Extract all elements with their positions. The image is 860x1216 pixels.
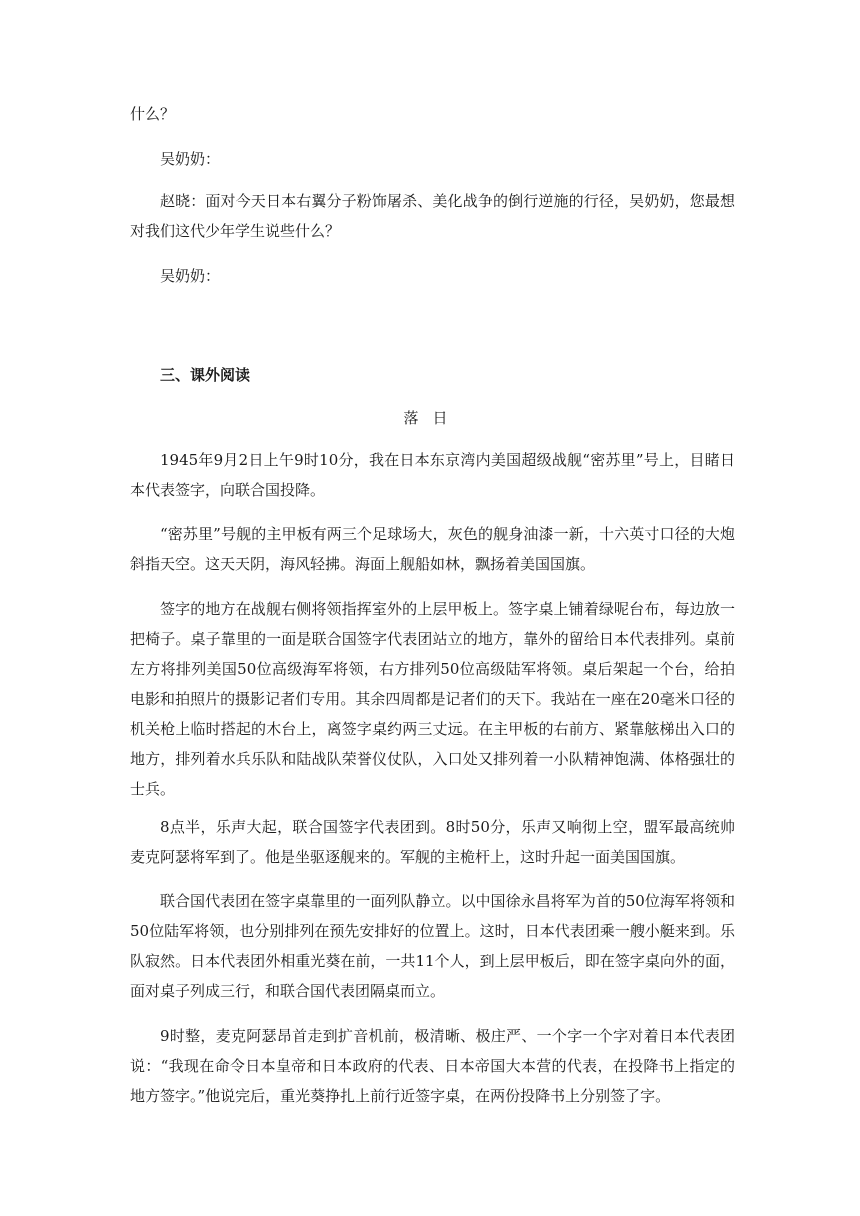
paragraph-1: 1945年9月2日上午9时10分，我在日本东京湾内美国超级战舰“密苏里”号上，目睹日本代表签字，向联合国投降。 [130,451,735,499]
story-title: 落日 [403,409,462,427]
paragraph-6: 9时整，麦克阿瑟昂首走到扩音机前，极清晰、极庄严、一个字一个字对着日本代表团说：“我现在命令日本皇帝和日本政府的代表、日本帝国大本营的代表，在投降书上指定的地方签字。”他说完后，重光葵挣扎上前行近签字桌，在两份投降书上分别签了字。 [130,1027,735,1105]
section-heading: 三、课外阅读 [160,366,251,384]
paragraph-3: 签字的地方在战舰右侧将领指挥室外的上层甲板上。签字桌上铺着绿呢台布，每边放一把椅子。桌子靠里的一面是联合国签字代表团站立的地方，靠外的留给日本代表排列。桌前左方将排列美国50位高级海军将领，右方排列50位高级陆军将领。桌后架起一个台，给拍电影和拍照片的摄影记者们专用。其余四周都是记者们的天下。我站在一座在20毫米口径的机关枪上临时搭起的木台上，离签字桌约两三丈远。在主甲板的右前方、紧靠舷梯出入口的地方，排列着水兵乐队和陆战队荣誉仪仗队，入口处又排列着一小队精神饱满、体格强壮的士兵。 [130,600,735,798]
text-line-continuation: 什么？ [130,105,176,123]
paragraph-2: “密苏里”号舰的主甲板有两三个足球场大，灰色的舰身油漆一新，十六英寸口径的大炮斜指天空。这天天阴，海风轻拂。海面上舰船如林，飘扬着美国国旗。 [130,525,735,573]
dialogue-speaker-wu-2: 吴奶奶： [160,267,221,285]
dialogue-speaker-wu: 吴奶奶： [160,150,221,168]
dialogue-zhao-question: 赵晓：面对今天日本右翼分子粉饰屠杀、美化战争的倒行逆施的行径，吴奶奶，您最想对我们这代少年学生说些什么？ [130,192,735,240]
paragraph-5: 联合国代表团在签字桌靠里的一面列队静立。以中国徐永昌将军为首的50位海军将领和50位陆军将领，也分别排列在预先安排好的位置上。这时，日本代表团乘一艘小艇来到。乐队寂然。日本代表团外相重光葵在前，一共11个人，到上层甲板后，即在签字桌向外的面，面对桌子列成三行，和联合国代表团隔桌而立。 [130,892,735,1000]
paragraph-4: 8点半，乐声大起，联合国签字代表团到。8时50分，乐声又响彻上空，盟军最高统帅麦克阿瑟将军到了。他是坐驱逐舰来的。军舰的主桅杆上，这时升起一面美国国旗。 [130,818,735,866]
